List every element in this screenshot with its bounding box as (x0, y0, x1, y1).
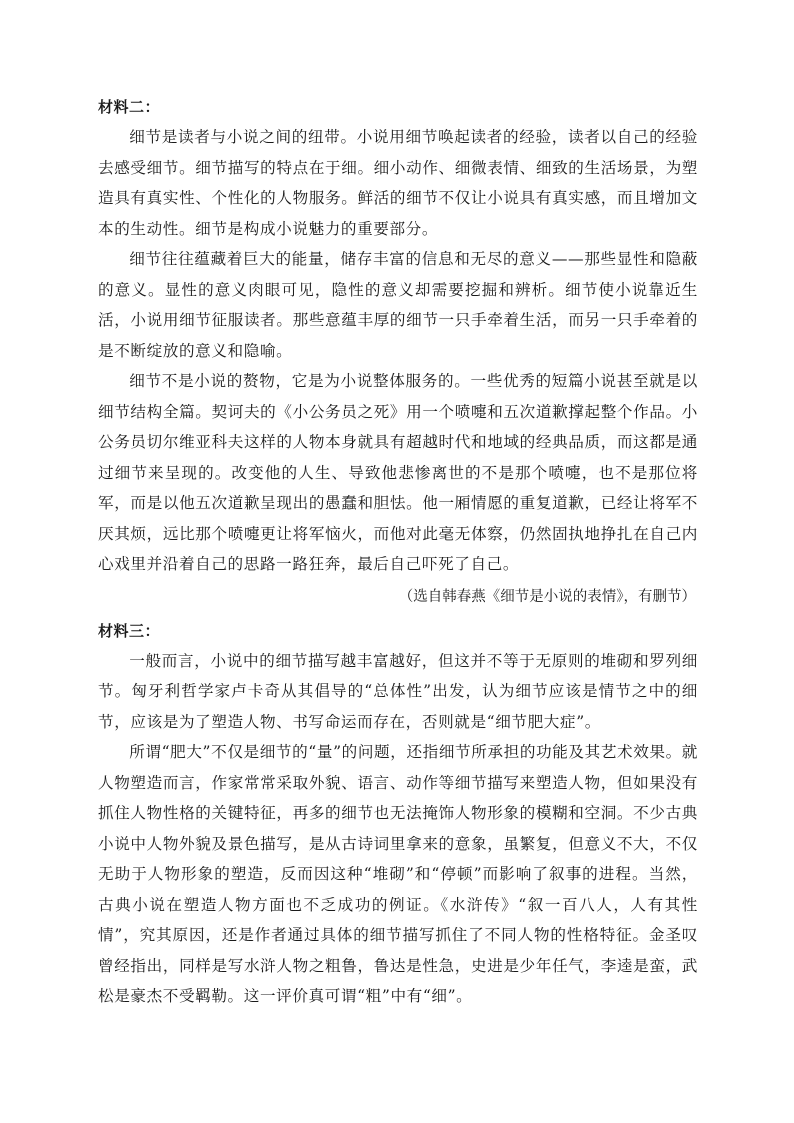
material-three-paragraph-2: 所谓“肥大”不仅是细节的“量”的问题，还指细节所承担的功能及其艺术效果。就人物塑造而言，作家常常采取外貌、语言、动作等细节描写来塑造人物，但如果没有抓住人物性格的关键特征，再多的细节也无法掩饰人物形象的模糊和空洞。不少古典小说中人物外貌及景色描写，是从古诗词里拿来的意象，虽繁复，但意义不大，不仅无助于人物形象的塑造，反而因这种“堆砌”和“停顿”而影响了叙事的进程。当然，古典小说在塑造人物方面也不乏成功的例证。《水浒传》“叙一百八人，人有其性情”，究其原因，还是作者通过具体的细节描写抓住了不同人物的性格特征。金圣叹曾经指出，同样是写水浒人物之粗鲁，鲁达是性急，史进是少年任气，李逵是蛮，武松是豪杰不受羁勒。这一评价真可谓“粗”中有“细”。 (98, 743, 698, 1005)
material-three-heading: 材料三： (98, 621, 161, 640)
material-two-heading: 材料二： (98, 98, 161, 116)
material-two-paragraph-1: 细节是读者与小说之间的纽带。小说用细节唤起读者的经验，读者以自己的经验去感受细节。细节描写的特点在于细。细小动作、细微表情、细致的生活场景，为塑造具有真实性、个性化的人物服务。鲜活的细节不仅让小说具有真实感，而且增加文本的生动性。细节是构成小说魅力的重要部分。 (98, 128, 698, 238)
material-two-section (98, 92, 698, 612)
material-two-paragraph-3: 细节不是小说的赘物，它是为小说整体服务的。一些优秀的短篇小说甚至就是以细节结构全篇。契诃夫的《小公务员之死》用一个喷嚏和五次道歉撑起整个作品。小公务员切尔维亚科夫这样的人物本身就具有超越时代和地域的经典品质，而这都是通过细节来呈现的。改变他的人生、导致他悲惨离世的不是那个喷嚏，也不是那位将军，而是以他五次道歉呈现出的愚蠢和胆怯。他一厢情愿的重复道歉，已经让将军不厌其烦，远比那个喷嚏更让将军恼火，而他对此毫无体察，仍然固执地挣扎在自己内心戏里并沿着自己的思路一路狂奔，最后自己吓死了自己。 (98, 372, 698, 573)
material-two-paragraph-2: 细节往往蕴藏着巨大的能量，储存丰富的信息和无尽的意义——那些显性和隐蔽的意义。显性的意义肉眼可见，隐性的意义却需要挖掘和辨析。细节使小说靠近生活，小说用细节征服读者。那些意蕴丰厚的细节一只手牵着生活，而另一只手牵着的是不断绽放的意义和隐喻。 (98, 250, 698, 360)
material-two-source-citation: （选自韩春燕《细节是小说的表情》，有删节） (398, 588, 696, 605)
material-three-paragraph-1: 一般而言，小说中的细节描写越丰富越好，但这并不等于无原则的堆砌和罗列细节。匈牙利哲学家卢卡奇从其倡导的“总体性”出发，认为细节应该是情节之中的细节，应该是为了塑造人物、书写命运而存在，否则就是“细节肥大症”。 (98, 651, 698, 731)
document-page (98, 92, 698, 1012)
material-three-section (98, 616, 698, 1012)
